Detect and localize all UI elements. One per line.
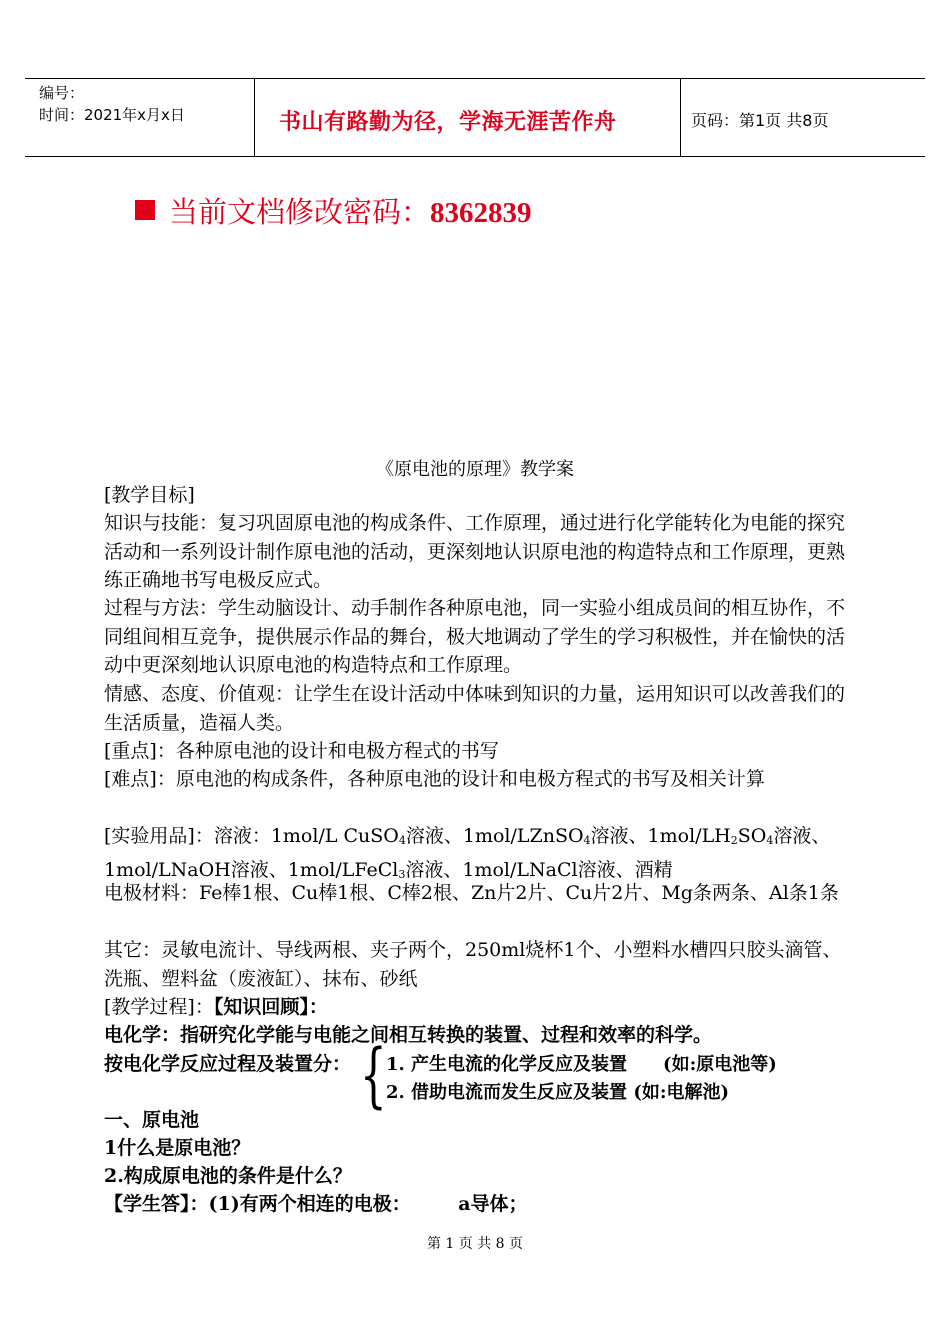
- process-paragraph: 过程与方法：学生动脑设计、动手制作各种原电池，同一实验小组成员间的相互协作，不同组间相互竞争，提供展示作品的舞台，极大地调动了学生的学习积极性，并在愉快的活动中更深刻地认识原电池的构造特点和工作原理。: [104, 597, 846, 676]
- red-square-icon: [135, 200, 155, 220]
- password-code: 8362839: [430, 197, 532, 229]
- branch-2: 2. 借助电流而发生反应及装置 (如:电解池): [386, 1082, 730, 1103]
- serial-label: 编号：: [39, 84, 85, 102]
- header-motto: [255, 79, 681, 156]
- question-2: 2.构成原电池的条件是什么？: [104, 1165, 352, 1187]
- branch-1: 1. 产生电流的化学反应及装置 (如:原电池等): [386, 1054, 777, 1075]
- document-title: 《原电池的原理》教学案: [376, 459, 574, 480]
- electrodes-paragraph: 电极材料：Fe棒1根、Cu棒1根、C棒2根、Zn片2片、Cu片2片、Mg条两条、Al条1条: [104, 882, 839, 904]
- document-header: [25, 78, 925, 157]
- page-info-text: 页码：第1页 共8页: [691, 111, 829, 130]
- brace-symbol: {: [360, 1034, 387, 1116]
- emotion-paragraph: 情感、态度、价值观：让学生在设计活动中体味到知识的力量，运用知识可以改善我们的生活质量，造福人类。: [104, 683, 846, 734]
- student-answer: 【学生答】：(1)有两个相连的电极： a导体；: [104, 1193, 528, 1215]
- knowledge-paragraph: 知识与技能：复习巩固原电池的构成条件、工作原理，通过进行化学能转化为电能的探究活动和一系列设计制作原电池的活动，更深刻地认识原电池的构造特点和工作原理，更熟练正确地书写电极反应式。: [104, 512, 846, 591]
- key-point: [重点]：各种原电池的设计和电极方程式的书写: [104, 740, 499, 762]
- header-page-info: [681, 79, 925, 156]
- process-heading-line: [104, 993, 849, 1022]
- materials-paragraph: [实验用品]：溶液：1mol/L CuSO4溶液、1mol/LZnSO4溶液、1mol/LH2SO4溶液、1mol/LNaOH溶液、1mol/LFeCl3溶液、1mol/LNaCl溶液、酒精: [104, 825, 831, 881]
- classify-label: 按电化学反应过程及装置分：: [104, 1053, 352, 1075]
- process-heading: [教学过程]：: [104, 996, 214, 1018]
- password-label: 当前文档修改密码：: [169, 195, 431, 229]
- others-paragraph: 其它：灵敏电流计、导线两根、夹子两个，250ml烧杯1个、小塑料水槽四只胶头滴管、洗瓶、塑料盆（废液缸）、抹布、砂纸: [104, 939, 842, 990]
- password-notice: [135, 190, 532, 231]
- question-1: 1什么是原电池？: [104, 1137, 251, 1159]
- page-footer: 第 1 页 共 8 页: [426, 1236, 524, 1252]
- header-meta: [25, 79, 255, 156]
- review-heading: 【知识回顾】：: [213, 996, 328, 1018]
- difficulty: [难点]：原电池的构成条件，各种原电池的设计和电极方程式的书写及相关计算: [104, 768, 765, 790]
- section-heading: 一、原电池: [104, 1109, 200, 1131]
- objectives-heading: [教学目标]: [104, 484, 195, 506]
- motto-text: 书山有路勤为径，学海无涯苦作舟: [279, 110, 617, 135]
- time-label: 时间：2021年x月x日: [39, 106, 185, 124]
- electrochem-definition: 电化学：指研究化学能与电能之间相互转换的装置、过程和效率的科学。: [104, 1024, 713, 1046]
